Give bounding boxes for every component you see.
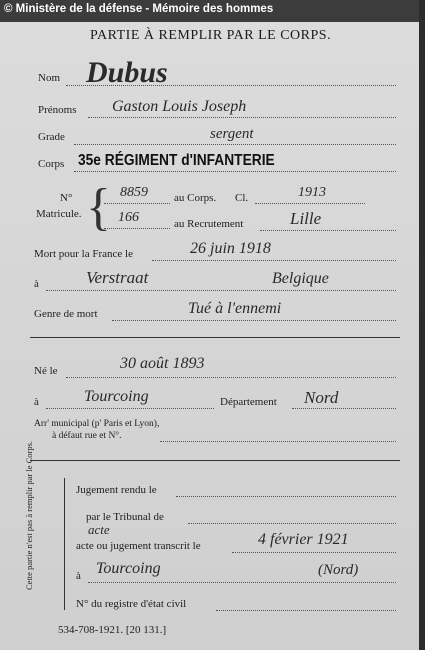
classe-line [255,203,365,204]
label-corps: Corps [38,158,65,170]
matricule-brace: { [86,179,111,236]
label-grade: Grade [38,131,65,143]
label-mort: Mort pour la France le [34,248,133,260]
label-prenoms: Prénoms [38,104,77,116]
no-corps-line [104,203,170,204]
value-lieu-deces: Verstraat [86,268,149,287]
genre-mort-line [112,320,396,321]
tribunal-line [188,523,396,524]
transcrit-line [232,552,396,553]
label-a3: à [76,570,81,582]
label-a2: à [34,396,39,408]
divider-2 [30,460,400,461]
label-genre-mort: Genre de mort [34,308,98,320]
recrutement-line [260,230,396,231]
side-divider [64,478,65,610]
label-au-corps: au Corps. [174,192,217,204]
registre-line [216,610,396,611]
label-a1: à [34,278,39,290]
jugement-line [176,496,396,497]
label-tribunal: par le Tribunal de [86,511,164,523]
corps-stamp: 35e RÉGIMENT d'INFANTERIE [78,152,275,169]
value-transcription-lieu: Tourcoing [96,560,161,577]
label-departement: Département [220,396,277,408]
label-nom: Nom [38,72,60,84]
value-no-corps: 8859 [120,185,148,200]
form-header: PARTIE À REMPLIR PAR LE CORPS. [90,28,332,43]
value-pays-deces: Belgique [272,270,329,287]
a1-line [46,290,396,291]
no-recrutement-line [104,228,170,229]
label-matricule: Matricule. [36,208,82,220]
watermark-text: © Ministère de la défense - Mémoire des hommes [4,3,274,15]
value-genre-mort: Tué à l'ennemi [188,300,282,317]
form-footer: 534-708-1921. [20 131.] [58,624,167,636]
value-date-naissance: 30 août 1893 [120,355,205,372]
value-nom: Dubus [86,56,168,89]
value-tribunal: acte [88,522,110,537]
departement-line [292,408,396,409]
a2-line [46,408,214,409]
arr-line [160,441,396,442]
value-transcription-date: 4 février 1921 [258,531,349,548]
ne-le-line [66,377,396,378]
label-transcrit: acte ou jugement transcrit le [76,540,201,552]
label-arr-1: Arr' municipal (p' Paris et Lyon), [34,419,160,429]
value-transcription-dept: (Nord) [318,562,359,578]
grade-line [74,144,396,145]
label-arr-2: à défaut rue et N°. [52,431,122,441]
watermark-bar [0,0,425,22]
prenoms-line [88,117,396,118]
value-recrutement: Lille [290,209,322,228]
value-no-recrutement: 166 [118,210,139,225]
value-prenoms: Gaston Louis Joseph [112,98,247,115]
value-date-deces: 26 juin 1918 [190,240,271,257]
label-ne-le: Né le [34,365,58,377]
label-registre: N° du registre d'état civil [76,598,187,610]
mort-line [152,260,396,261]
a3-line [88,582,396,583]
value-lieu-naissance: Tourcoing [84,388,149,405]
label-au-recrutement: au Recrutement [174,218,244,230]
label-cl: Cl. [235,192,249,204]
side-note: Cette partie n'est pas à remplir par le Corps. [24,440,34,590]
corps-line [74,171,396,172]
label-no: N° [60,192,73,204]
value-grade: sergent [210,126,254,142]
divider-1 [30,337,400,338]
value-departement: Nord [304,388,339,407]
value-classe: 1913 [298,185,326,200]
label-jugement: Jugement rendu le [76,484,157,496]
